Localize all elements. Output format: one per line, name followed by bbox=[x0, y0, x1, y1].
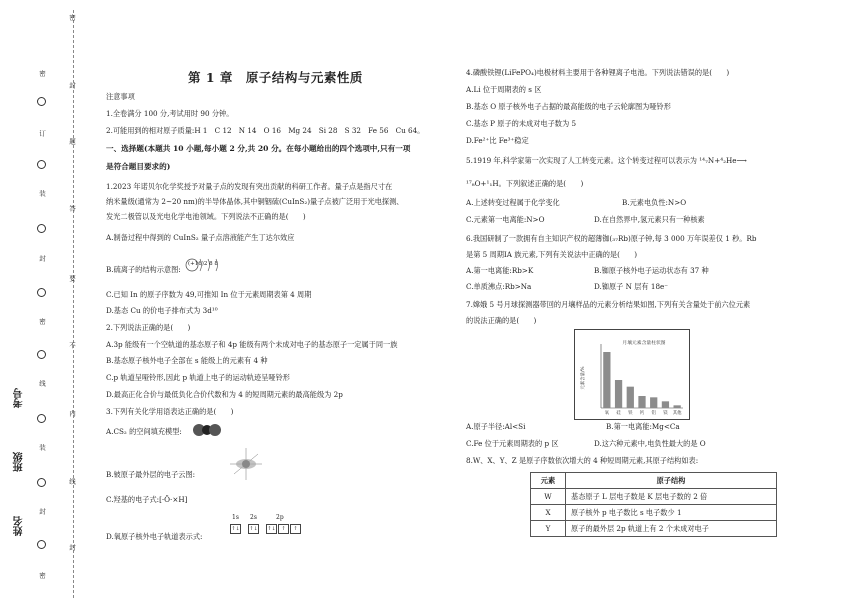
q1-option-c: C.已知 In 的原子序数为 49,可推知 In 位于元素周期表第 4 周期 bbox=[106, 290, 312, 299]
binding-hole-icon bbox=[37, 288, 46, 297]
q3-stem: 3.下列有关化学用语表达正确的是( ) bbox=[106, 407, 234, 416]
q4-option-d: D.Fe²⁺比 Fe³⁺稳定 bbox=[466, 136, 529, 145]
q7-line2: 的说法正确的是( ) bbox=[466, 316, 537, 325]
q7-option-d: D.这六种元素中,电负性最大的是 O bbox=[594, 439, 706, 448]
q1-line1: 1.2023 年诺贝尔化学奖授予对量子点的发现有突出贡献的科研工作者。量子点是指尺寸在 bbox=[106, 182, 393, 191]
orbital-label-1s: 1s bbox=[232, 514, 239, 521]
notes-heading: 注意事项 bbox=[106, 92, 135, 101]
q1-line3: 发光二极管以及光电化学电池领域。下列说法不正确的是( ) bbox=[106, 212, 306, 221]
q4-stem: 4.磷酸铁锂(LiFePO₄)电极材料主要用于各种锂离子电池。下列说法错误的是( ) bbox=[466, 68, 730, 77]
margin-char: 答 bbox=[68, 205, 76, 212]
table-cell: 基态原子 L 层电子数是 K 层电子数的 2 倍 bbox=[566, 489, 777, 505]
binding-hole-icon bbox=[37, 160, 46, 169]
note-2: 2.可能用到的相对原子质量:H 1 C 12 N 14 O 16 Mg 24 Si 28 S 32 Fe 56 Cu 64。 bbox=[106, 126, 425, 135]
orbital-box-icon: ↑ bbox=[278, 524, 289, 534]
be-electron-cloud-icon bbox=[228, 446, 264, 482]
chart-category-label: 氧 bbox=[604, 411, 610, 416]
q5-line1: 5.1919 年,科学家第一次实现了人工转变元素。这个转变过程可以表示为 ¹⁴₇N+⁴₂He⟶ bbox=[466, 156, 747, 165]
q5-option-b: B.元素电负性:N>O bbox=[622, 198, 687, 207]
margin-char: 封 bbox=[68, 544, 76, 551]
chart-bar bbox=[662, 401, 669, 408]
margin-char: 内 bbox=[68, 410, 76, 417]
sulfide-ion-label: (+16)2 8 8 bbox=[188, 261, 218, 267]
margin-char: 封 bbox=[38, 255, 46, 262]
q1-line2: 纳米量级(通常为 2~20 nm)的半导体晶体,其中铜铟硫(CuInS₂)量子点被广泛用于光电探测、 bbox=[106, 197, 404, 206]
q6-line1: 6.我国研制了一款拥有自主知识产权的超薄铷(₃₇Rb)原子钟,每 3 000 万年误差仅 1 秒。Rb bbox=[466, 234, 757, 243]
binding-hole-icon bbox=[37, 540, 46, 549]
table-row bbox=[531, 489, 777, 505]
orbital-box-icon: ↑↓ bbox=[231, 526, 240, 532]
margin-char: 封 bbox=[38, 508, 46, 515]
table-cell: 原子的最外层 2p 轨道上有 2 个未成对电子 bbox=[566, 521, 777, 537]
q3-option-b: B.铍原子最外层的电子云图: bbox=[106, 470, 196, 479]
table-header-cell: 元素 bbox=[531, 473, 566, 489]
orbital-label-2p: 2p bbox=[276, 514, 284, 521]
binding-hole-icon bbox=[37, 478, 46, 487]
q2-option-a: A.3p 能级有一个空轨道的基态原子和 4p 能级有两个未成对电子的基态原子一定属于同一族 bbox=[106, 340, 398, 349]
q5-option-d: D.在自然界中,氢元素只有一种核素 bbox=[594, 215, 705, 224]
margin-char: 要 bbox=[68, 275, 76, 282]
chart-bar bbox=[603, 352, 610, 408]
chart-bar bbox=[627, 387, 634, 408]
q8-stem: 8.W、X、Y、Z 是原子序数依次增大的 4 种短周期元素,其原子结构如表: bbox=[466, 456, 699, 465]
q1-option-d: D.基态 Cu 的价电子排布式为 3d¹⁰ bbox=[106, 306, 218, 315]
q1-option-b: B.硫离子的结构示意图: bbox=[106, 265, 181, 274]
chart-bar bbox=[650, 397, 657, 408]
margin-char: 装 bbox=[38, 190, 46, 197]
chart-category-label: 铝 bbox=[651, 411, 656, 416]
q3-option-c: C.羟基的电子式:[·Ö·×H] bbox=[106, 495, 188, 504]
q2-option-d: D.最高正化合价与最低负化合价代数和为 4 的短周期元素的最高能级为 2p bbox=[106, 390, 343, 399]
q2-option-c: C.p 轨道呈哑铃形,因此 p 轨道上电子的运动轨迹呈哑铃形 bbox=[106, 373, 290, 382]
margin-char: 线 bbox=[68, 478, 76, 485]
chart-svg bbox=[575, 330, 689, 419]
chart-bar bbox=[615, 380, 622, 408]
q5-option-c: C.元素第一电离能:N>O bbox=[466, 215, 545, 224]
chart-bar bbox=[674, 405, 681, 408]
q6-option-a: A.第一电离能:Rb>K bbox=[466, 266, 534, 275]
class-label: 班级 bbox=[14, 452, 25, 472]
table-cell: W bbox=[531, 489, 566, 505]
table-header-row bbox=[531, 473, 777, 489]
page-title: 第 1 章 原子结构与元素性质 bbox=[188, 70, 363, 85]
note-1: 1.全卷满分 100 分,考试用时 90 分钟。 bbox=[106, 109, 234, 118]
margin-char: 题 bbox=[68, 138, 76, 145]
q7-line1: 7.嫦娥 5 号月球探测器带回的月壤样品的元素分析结果如图,下列有关含量处于前六位元素 bbox=[466, 300, 751, 309]
orbital-box-icon: ↑ bbox=[290, 524, 301, 534]
table-row bbox=[531, 521, 777, 537]
binding-hole-icon bbox=[37, 97, 46, 106]
q4-option-c: C.基态 P 原子的未成对电子数为 5 bbox=[466, 119, 577, 128]
q7-option-c: C.Fe 位于元素周期表的 p 区 bbox=[466, 439, 559, 448]
orbital-box-icon: ↑↓ bbox=[267, 526, 276, 532]
name-label: 姓名 bbox=[14, 516, 25, 536]
cs2-space-filling-model-icon bbox=[192, 422, 222, 438]
table-cell: Y bbox=[531, 521, 566, 537]
table-cell: X bbox=[531, 505, 566, 521]
chart-category-label: 硅 bbox=[616, 411, 621, 416]
cut-line bbox=[73, 10, 74, 598]
q7-option-a: A.原子半径:Al<Si bbox=[466, 422, 526, 431]
q1-option-a: A.制备过程中得到的 CuInS₂ 量子点溶液能产生丁达尔效应 bbox=[106, 233, 295, 242]
chart-category-label: 其他 bbox=[672, 411, 682, 416]
table-row bbox=[531, 505, 777, 521]
q2-stem: 2.下列说法正确的是( ) bbox=[106, 323, 191, 332]
section-heading-cont: 是符合题目要求的) bbox=[106, 162, 171, 171]
q7-option-b: B.第一电离能:Mg<Ca bbox=[606, 422, 680, 431]
q3-option-d: D.氧原子核外电子轨道表示式: bbox=[106, 532, 203, 541]
margin-char: 密 bbox=[38, 318, 46, 325]
margin-char: 密 bbox=[38, 70, 46, 77]
margin-char: 线 bbox=[38, 380, 46, 387]
chart-title: 月壤元素含量柱状图 bbox=[622, 341, 666, 346]
chart-ylabel: 元素含量/% bbox=[581, 366, 586, 390]
chart-category-label: 镁 bbox=[663, 411, 668, 416]
element-content-chart bbox=[574, 329, 690, 420]
q4-option-b: B.基态 O 原子核外电子占据的最高能级的电子云轮廓图为哑铃形 bbox=[466, 102, 671, 111]
binding-hole-icon bbox=[37, 414, 46, 423]
q6-line2: 是第 5 周期ⅠA 族元素,下列有关说法中正确的是( ) bbox=[466, 250, 638, 259]
chart-category-label: 钙 bbox=[639, 411, 645, 416]
q5-line2: ¹⁷₈O+¹₁H。下列叙述正确的是( ) bbox=[466, 179, 584, 188]
binding-hole-icon bbox=[37, 350, 46, 359]
q3-option-a: A.CS₂ 的空间填充模型: bbox=[106, 427, 182, 436]
margin-char: 密 bbox=[38, 572, 46, 579]
table-cell: 原子核外 p 电子数比 s 电子数少 1 bbox=[566, 505, 777, 521]
q6-option-b: B.铷原子核外电子运动状态有 37 种 bbox=[594, 266, 709, 275]
section-heading: 一、选择题(本题共 10 小题,每小题 2 分,共 20 分。在每小题给出的四个选项中,只有一项 bbox=[106, 144, 411, 153]
chart-category-label: 铁 bbox=[628, 411, 633, 416]
q5-option-a: A.上述转变过程属于化学变化 bbox=[466, 198, 560, 207]
margin-char: 订 bbox=[38, 130, 46, 137]
exam-number-label: 考号 bbox=[14, 388, 25, 408]
table-header-cell: 原子结构 bbox=[566, 473, 777, 489]
margin-char: 封 bbox=[68, 82, 76, 89]
element-structure-table bbox=[530, 472, 777, 537]
orbital-label-2s: 2s bbox=[250, 514, 257, 521]
q2-option-b: B.基态原子核外电子全部在 s 能级上的元素有 4 种 bbox=[106, 356, 268, 365]
q6-option-c: C.单质沸点:Rb>Na bbox=[466, 282, 532, 291]
margin-char: 密 bbox=[68, 14, 76, 21]
margin-char: 不 bbox=[68, 342, 76, 349]
orbital-box-icon: ↑↓ bbox=[249, 526, 258, 532]
q4-option-a: A.Li 位于周期表的 s 区 bbox=[466, 85, 542, 94]
q6-option-d: D.铷原子 N 层有 18e⁻ bbox=[594, 282, 669, 291]
binding-hole-icon bbox=[37, 224, 46, 233]
chart-bar bbox=[638, 396, 645, 408]
margin-char: 装 bbox=[38, 444, 46, 451]
